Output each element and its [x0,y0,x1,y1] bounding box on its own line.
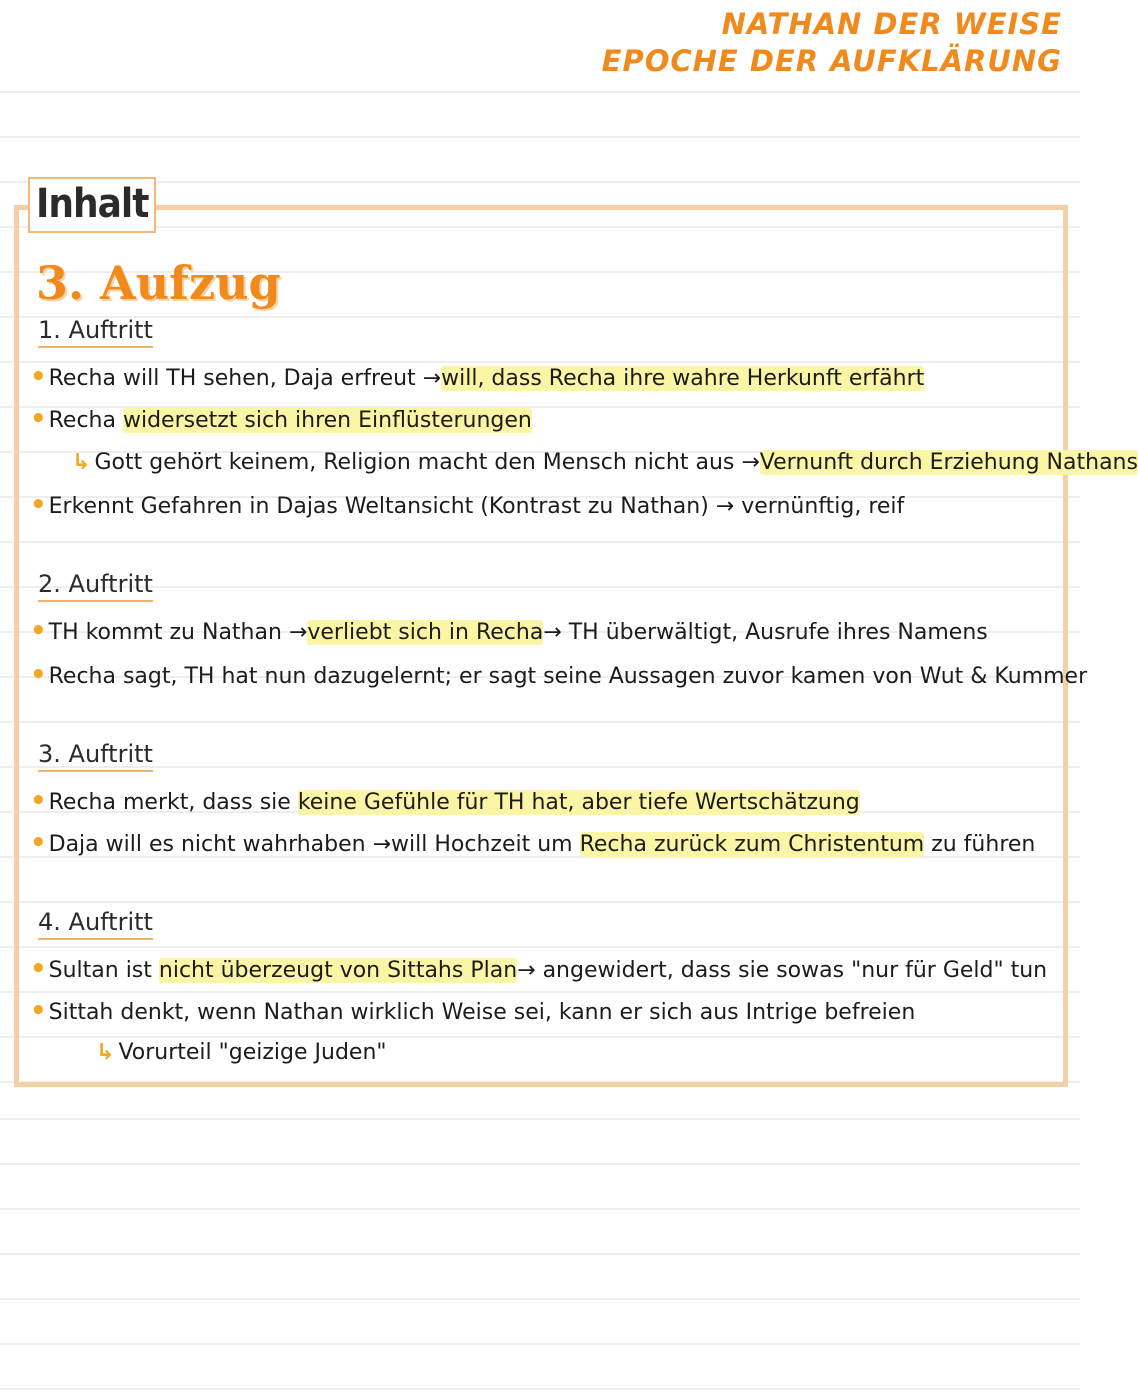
bullet-text-after: zu führen [924,832,1036,857]
bullet-text: Erkennt Gefahren in Dajas Weltansicht (Kontrast zu Nathan) → vernünftig, reif [48,494,905,519]
bullet-dot-icon: • [30,616,47,646]
bullet-dot-icon: • [30,660,47,690]
scene-title-4: 4. Auftritt [38,908,153,940]
bullet-dot-icon: • [30,996,47,1026]
highlighted-text: widersetzt sich ihren Einflüsterungen [122,408,532,433]
highlighted-text: keine Gefühle für TH hat, aber tiefe Wertschätzung [297,790,860,815]
scene-title-2: 2. Auftritt [38,570,153,602]
sub-arrow-icon: ↳ [96,1040,115,1065]
bullet-text: Sittah denkt, wenn Nathan wirklich Weise sei, kann er sich aus Intrige befreien [48,1000,916,1025]
scene-1-bullet-1 [30,362,924,394]
scene-1-sub-line [72,448,1138,478]
highlighted-text: will, dass Recha ihre wahre Herkunft erfährt [441,366,925,391]
sub-line-text: Vorurteil "geizige Juden" [118,1040,387,1065]
highlighted-text: Recha zurück zum Christentum [579,832,925,857]
scene-title-3: 3. Auftritt [38,740,153,772]
bullet-text-after: → TH überwältigt, Ausrufe ihres Namens [543,620,988,645]
scene-4-bullet-2 [30,996,915,1028]
scene-3-bullet-1 [30,786,860,818]
bullet-text-after: → angewidert, dass sie sowas "nur für Geld" tun [517,958,1048,983]
sub-arrow-icon: ↳ [72,450,91,475]
bullet-text: Daja will es nicht wahrhaben →will Hochzeit um [48,832,580,857]
bullet-text: Recha merkt, dass sie [48,790,298,815]
highlighted-text: Vernunft durch Erziehung Nathans [759,450,1138,475]
highlighted-text: nicht überzeugt von Sittahs Plan [158,958,518,983]
highlighted-text: verliebt sich in Recha [307,620,544,645]
scene-3-bullet-2 [30,828,1035,860]
scene-title-1: 1. Auftritt [38,316,153,348]
scene-4-sub-line [96,1038,387,1068]
section-label: Inhalt [28,177,156,233]
document-header [602,6,1062,80]
bullet-dot-icon: • [30,786,47,816]
bullet-text: Recha sagt, TH hat nun dazugelernt; er sagt seine Aussagen zuvor kamen von Wut & Kummer [48,664,1088,689]
bullet-dot-icon: • [30,362,47,392]
scene-2-bullet-2 [30,660,1087,692]
bullet-dot-icon: • [30,828,47,858]
bullet-dot-icon: • [30,954,47,984]
scene-4-bullet-1 [30,954,1047,986]
header-title-line-2: EPOCHE DER AUFKLÄRUNG [601,44,1062,78]
bullet-dot-icon: • [30,490,47,520]
bullet-dot-icon: • [30,404,47,434]
bullet-text: TH kommt zu Nathan → [48,620,308,645]
scene-1-bullet-3 [30,490,904,522]
bullet-text: Sultan ist [48,958,159,983]
header-title-line-1: NATHAN DER WEISE [721,7,1062,41]
scene-1-bullet-2 [30,404,532,436]
bullet-text: Recha will TH sehen, Daja erfreut → [48,366,442,391]
sub-line-text: Gott gehört keinem, Religion macht den Mensch nicht aus → [94,450,760,475]
scene-2-bullet-1 [30,616,988,648]
section-heading: 3. Aufzug [36,256,281,310]
bullet-text: Recha [48,408,123,433]
